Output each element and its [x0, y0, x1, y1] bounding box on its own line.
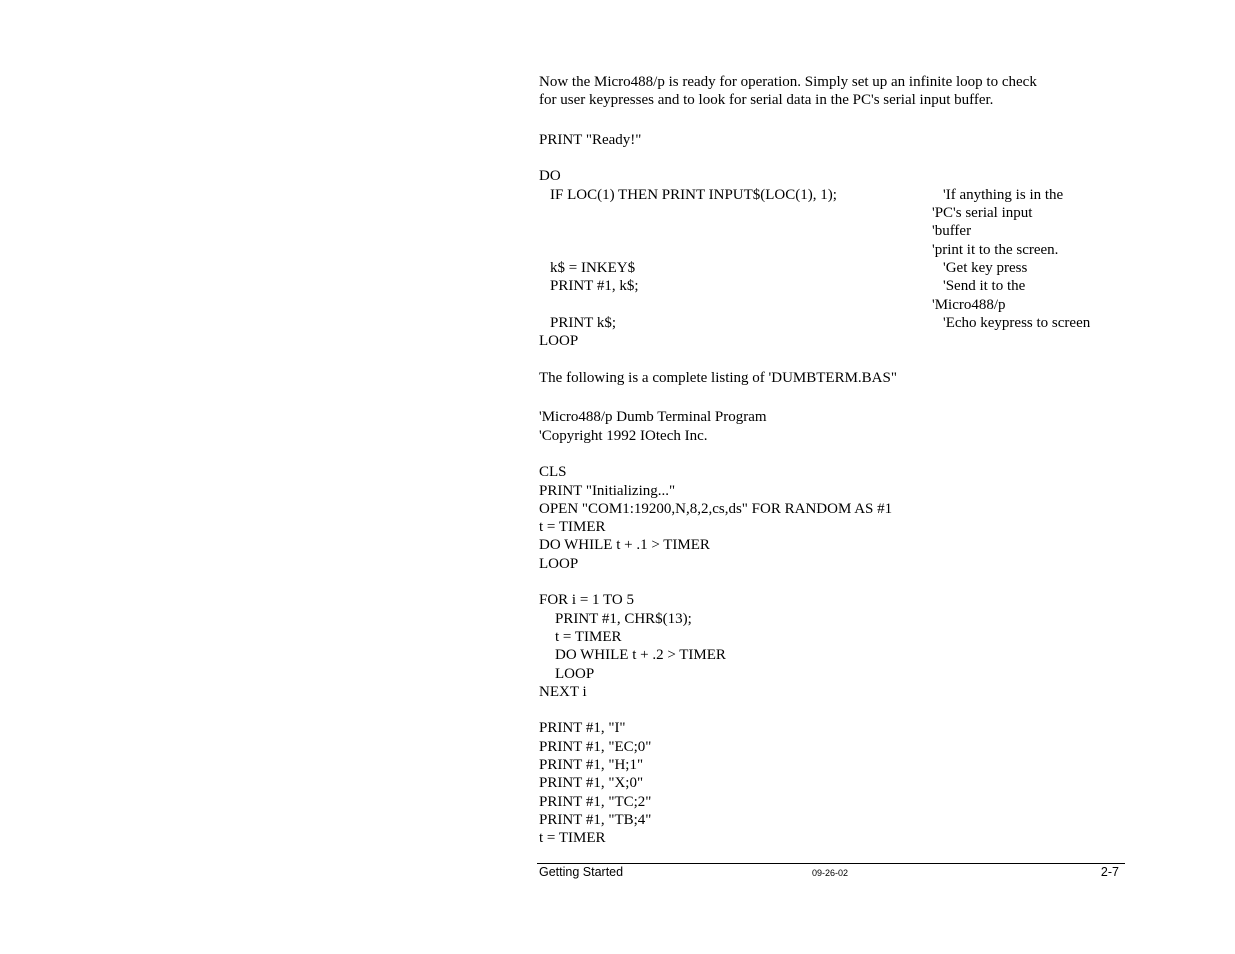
- code-line: PRINT #1, "I": [539, 720, 626, 737]
- intro-line: for user keypresses and to look for serial data in the PC's serial input buffer.: [539, 92, 994, 109]
- code-line: LOOP: [539, 333, 579, 350]
- code-init-block: [539, 463, 1125, 573]
- code-line: FOR i = 1 TO 5: [539, 592, 635, 609]
- footer-date: 09-26-02: [812, 868, 849, 878]
- code-comment: 'buffer: [932, 223, 972, 240]
- code-comment: 'Micro488/p: [932, 296, 1006, 313]
- code-loop-block: [539, 167, 1125, 350]
- code-line: NEXT i: [539, 683, 587, 700]
- code-line: PRINT #1, CHR$(13);: [555, 610, 692, 627]
- code-line: k$ = INKEY$: [550, 259, 636, 276]
- code-comment: 'Echo keypress to screen: [943, 314, 1091, 331]
- code-line: DO: [539, 168, 561, 185]
- intro-line: Now the Micro488/p is ready for operation. Simply set up an infinite loop to check: [539, 74, 1037, 90]
- intro-paragraph: [539, 73, 1125, 110]
- listing-intro: The following is a complete listing of 'DUMBTERM.BAS": [539, 369, 897, 386]
- page-footer: [537, 863, 1125, 879]
- code-line: PRINT "Initializing...": [539, 482, 676, 499]
- code-line: LOOP: [555, 665, 595, 682]
- code-line: t = TIMER: [555, 628, 622, 645]
- code-line: t = TIMER: [539, 519, 606, 536]
- code-line: t = TIMER: [539, 830, 606, 847]
- code-line: DO WHILE t + .1 > TIMER: [539, 537, 710, 554]
- code-line: PRINT #1, "X;0": [539, 775, 644, 792]
- code-print-ready: PRINT "Ready!": [539, 131, 642, 148]
- code-line: PRINT k$;: [550, 314, 616, 331]
- code-line: OPEN "COM1:19200,N,8,2,cs,ds" FOR RANDOM AS #1: [539, 500, 893, 517]
- code-comment: 'If anything is in the: [943, 186, 1064, 203]
- footer-section-title: Getting Started: [539, 865, 624, 879]
- code-header-comments: [539, 408, 1125, 445]
- code-line: LOOP: [539, 555, 579, 572]
- code-line: CLS: [539, 464, 567, 481]
- code-commands-block: [539, 719, 1125, 847]
- code-line: PRINT #1, k$;: [550, 278, 639, 295]
- footer-page-number: 2-7: [1100, 865, 1119, 879]
- code-line: PRINT #1, "TB;4": [539, 811, 652, 828]
- code-line: PRINT #1, "H;1": [539, 756, 644, 773]
- code-comment: 'PC's serial input: [932, 205, 1033, 222]
- code-comment: 'Send it to the: [943, 278, 1026, 295]
- code-line: PRINT #1, "EC;0": [539, 738, 652, 755]
- code-line: 'Copyright 1992 IOtech Inc.: [539, 427, 708, 444]
- code-line: PRINT #1, "TC;2": [539, 793, 652, 810]
- code-comment: 'print it to the screen.: [932, 241, 1059, 258]
- code-comment: 'Get key press: [943, 259, 1028, 276]
- code-line: 'Micro488/p Dumb Terminal Program: [539, 409, 767, 426]
- code-line: DO WHILE t + .2 > TIMER: [555, 647, 726, 664]
- code-line: IF LOC(1) THEN PRINT INPUT$(LOC(1), 1);: [550, 186, 837, 203]
- page-content: [539, 73, 1125, 847]
- code-for-block: [539, 591, 1125, 701]
